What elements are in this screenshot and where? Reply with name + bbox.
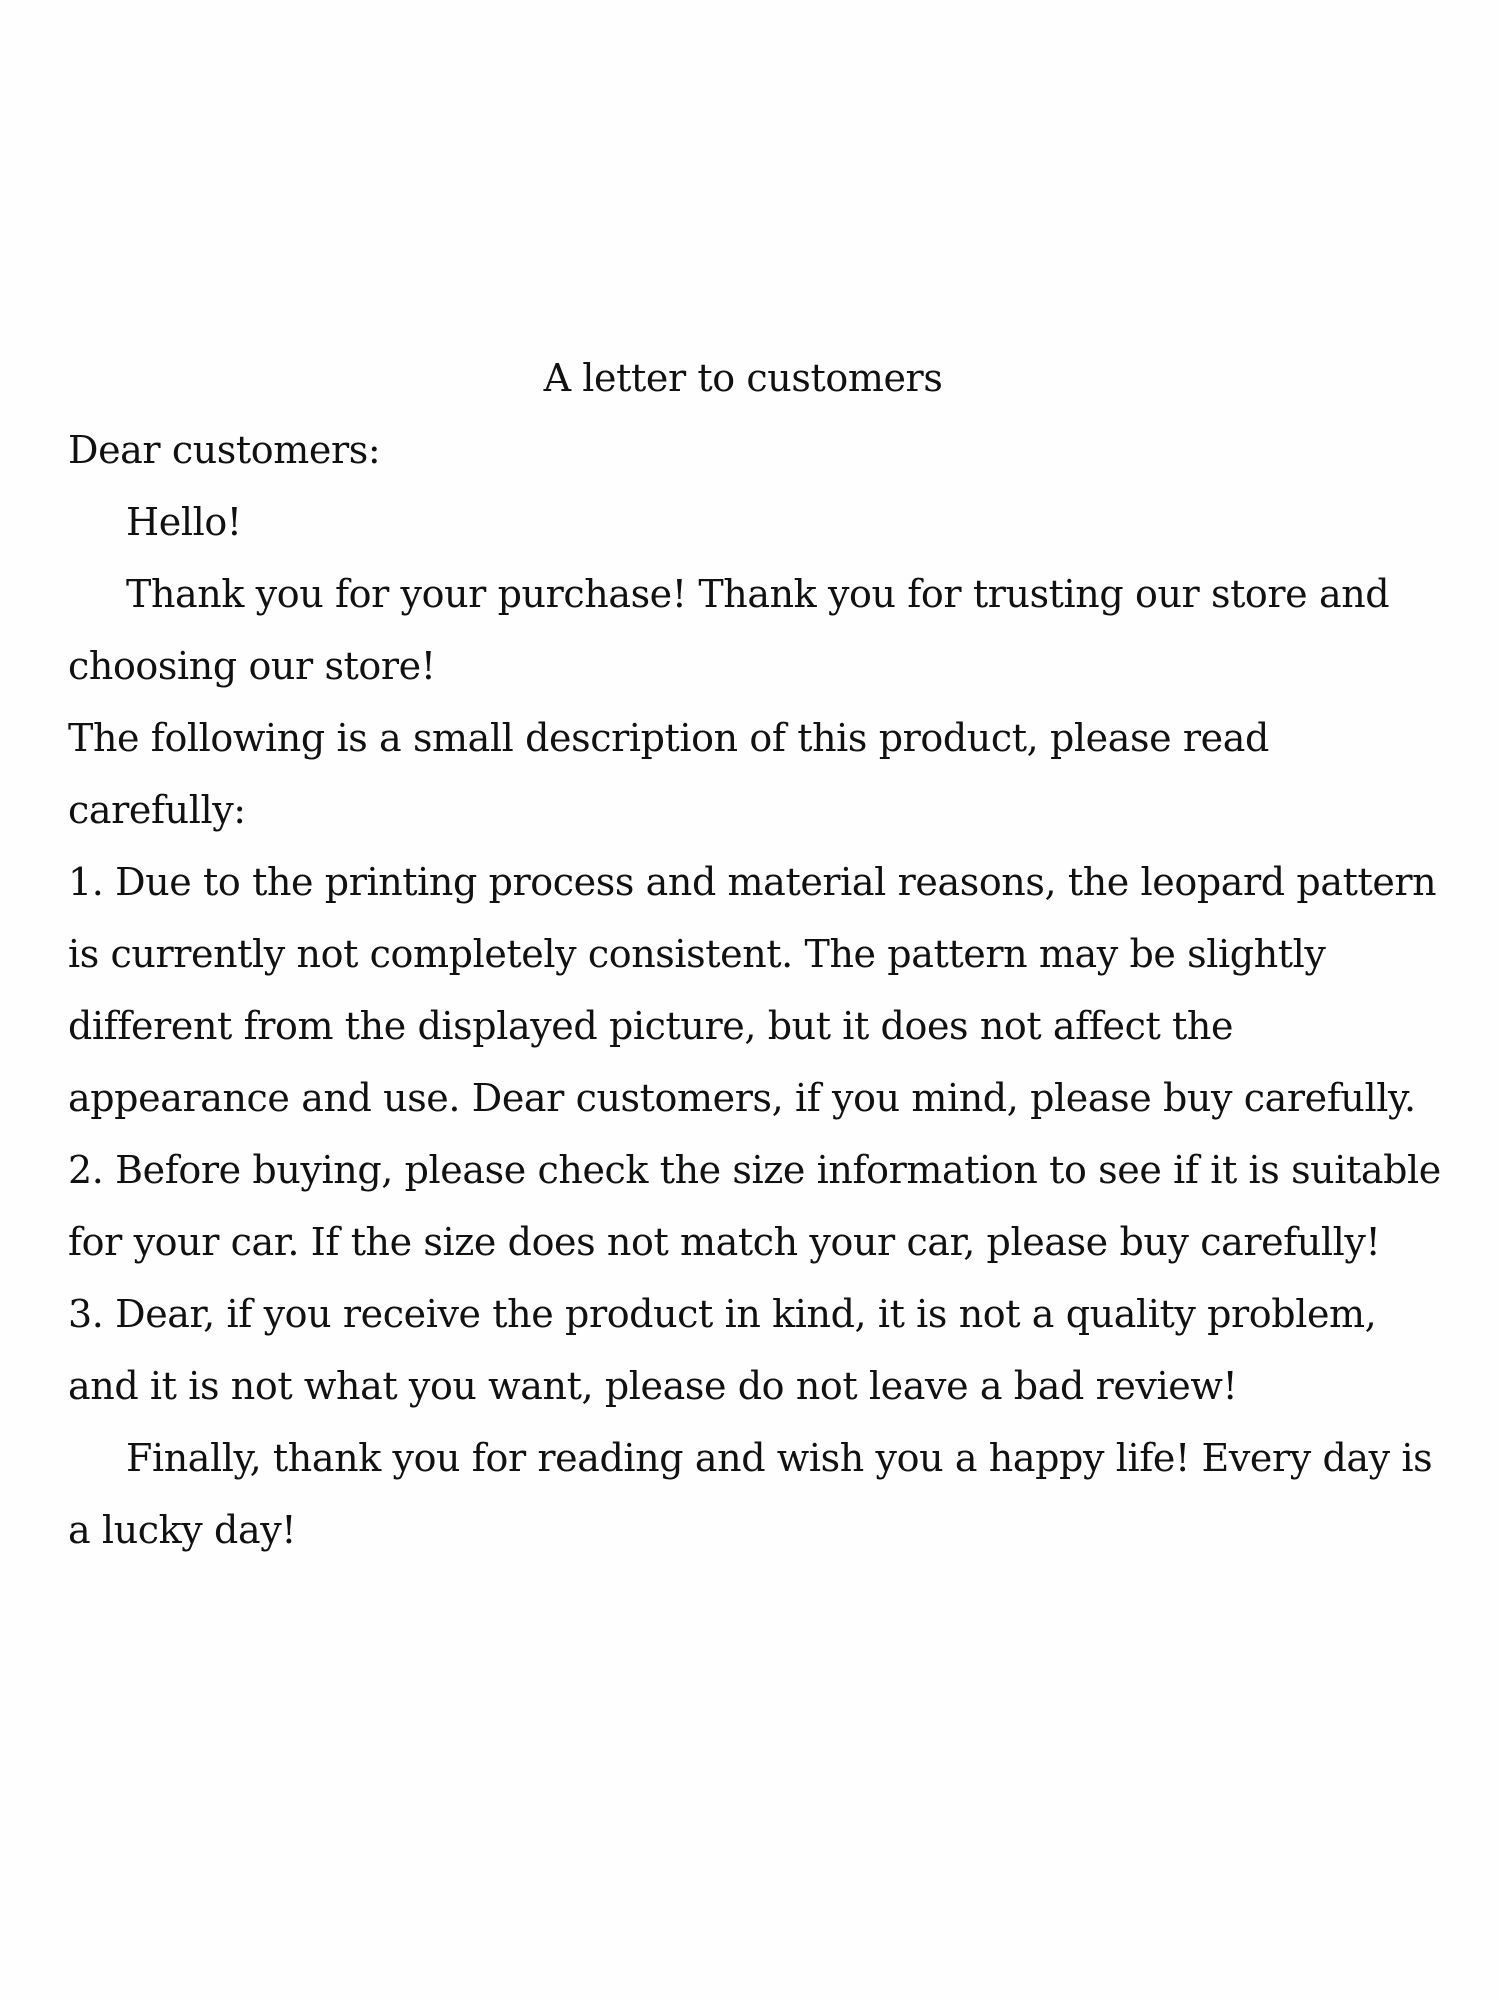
point-3: 3. Dear, if you receive the product in kind, it is not a quality problem, and it is not what you want, please do not leave a bad review!	[68, 1292, 1377, 1408]
salutation: Dear customers:	[68, 428, 381, 472]
closing-paragraph: Finally, thank you for reading and wish you a happy life! Every day is a lucky day!	[68, 1436, 1433, 1552]
point-2: 2. Before buying, please check the size information to see if it is suitable for your car. If the size does not match your car, please buy carefully!	[68, 1148, 1441, 1264]
thanks-paragraph: Thank you for your purchase! Thank you for trusting our store and choosing our store!	[68, 572, 1390, 688]
letter-title: A letter to customers	[543, 356, 943, 400]
intro-paragraph: The following is a small description of this product, please read carefully:	[68, 716, 1269, 832]
point-1: 1. Due to the printing process and material reasons, the leopard pattern is currently not completely consistent. The pattern may be slightly different from the displayed picture, but it does not affect the appearance and use. Dear customers, if you mind, please buy carefully.	[68, 860, 1437, 1120]
letter-body	[68, 342, 1448, 1566]
greeting: Hello!	[126, 500, 242, 544]
